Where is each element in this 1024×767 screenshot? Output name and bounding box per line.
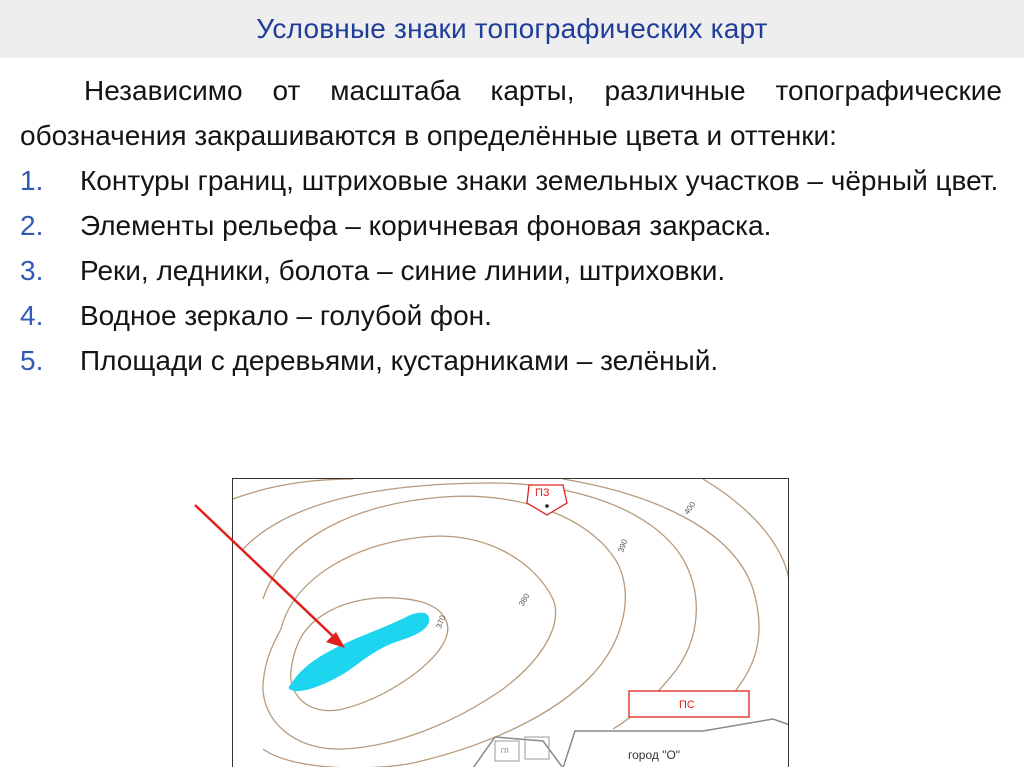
list-item — [20, 293, 1002, 338]
intro-paragraph: Независимо от масштаба карты, различные топографические обозначения закрашиваются в определённые цвета и оттенки: — [20, 75, 1002, 151]
ps-label: ПС — [679, 699, 695, 711]
pz-label: ПЗ — [535, 487, 550, 499]
lake — [289, 613, 430, 691]
contour-380 — [263, 536, 556, 749]
topographic-map — [232, 478, 789, 767]
city-label: город "О" — [628, 748, 681, 762]
pz-point — [545, 504, 549, 508]
list-number: 3. — [20, 255, 44, 286]
color-rules-list — [20, 158, 1002, 383]
list-item — [20, 203, 1002, 248]
contour-outer-left — [233, 479, 353, 499]
slide-title: Условные знаки топографических карт — [256, 13, 768, 44]
list-item — [20, 248, 1002, 293]
contour-label-370: 370 — [434, 614, 448, 630]
list-text: Водное зеркало – голубой фон. — [80, 300, 492, 331]
contour-400 — [243, 483, 696, 729]
list-text: Реки, ледники, болота – синие линии, штриховки. — [80, 255, 726, 286]
building-1-label: ГП — [501, 749, 509, 755]
list-number: 2. — [20, 210, 44, 241]
list-text: Элементы рельефа – коричневая фоновая закраска. — [80, 210, 772, 241]
contour-label-400: 400 — [682, 500, 698, 517]
contour-lines — [233, 479, 789, 767]
list-number: 4. — [20, 300, 44, 331]
slide-content — [20, 68, 1002, 383]
list-text: Площади с деревьями, кустарниками – зелёный. — [80, 345, 719, 376]
contour-410 — [563, 479, 759, 694]
contour-label-390: 390 — [616, 538, 630, 554]
contour-label-380: 380 — [516, 591, 532, 608]
list-text: Контуры границ, штриховые знаки земельных участков – чёрный цвет. — [80, 165, 999, 196]
map-drawing — [233, 479, 789, 767]
title-bar — [0, 0, 1024, 58]
list-number: 5. — [20, 345, 44, 376]
list-item — [20, 338, 1002, 383]
list-number: 1. — [20, 165, 44, 196]
list-item — [20, 158, 1002, 203]
